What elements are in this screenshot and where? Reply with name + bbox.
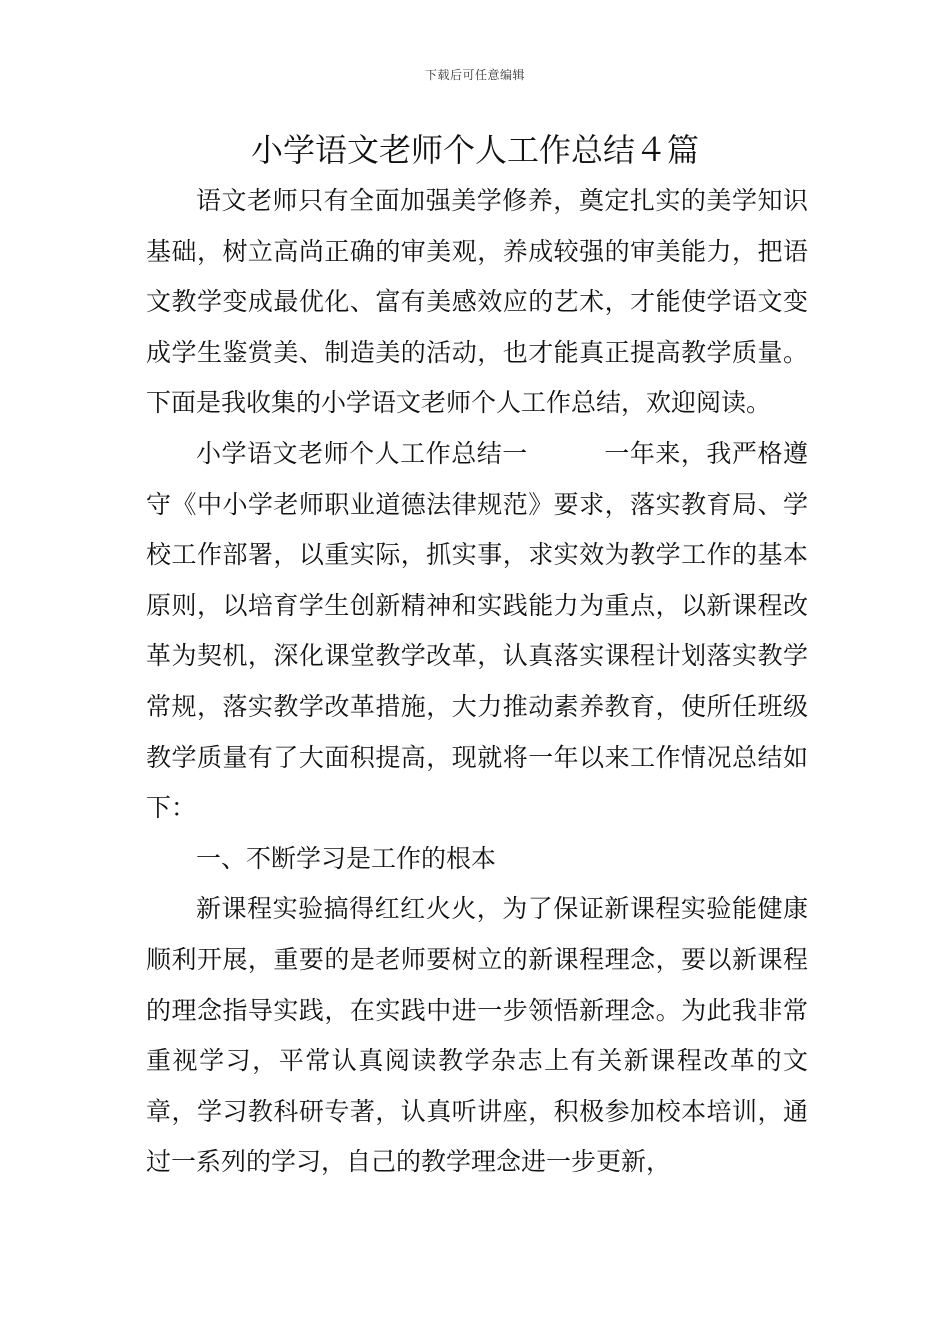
learning-paragraph: 新课程实验搞得红红火火，为了保证新课程实验能健康顺利开展，重要的是老师要树立的新课程理念，要以新课程的理念指导实践，在实践中进一步领悟新理念。为此我非常重视学习，平常认真阅读教学杂志上有关新课程改革的文章，学习教科研专著，认真听讲座，积极参加校本培训，通过一系列的学习，自己的教学理念进一步更新， [146,894,808,1177]
section-one-paragraph [146,429,808,834]
document-body [146,176,808,1188]
section-one-spacer [528,439,605,468]
section-one-title: 小学语文老师个人工作总结一 [196,438,528,468]
section-one-text: 一年来，我严格遵守《中小学老师职业道德法律规范》要求，落实教育局、学校工作部署，以重实际，抓实事，求实效为教学工作的基本原则，以培育学生创新精神和实践能力为重点，以新课程改革为契机，深化课堂教学改革，认真落实课程计划落实教学常规，落实教学改革措施，大力推动素养教育，使所任班级教学质量有了大面积提高，现就将一年以来工作情况总结如下： [146,438,808,823]
header-note: 下载后可任意编辑 [424,68,525,82]
intro-paragraph: 语文老师只有全面加强美学修养，奠定扎实的美学知识基础，树立高尚正确的审美观，养成较强的审美能力，把语文教学变成最优化、富有美感效应的艺术，才能使学语文变成学生鉴赏美、制造美的活动，也才能真正提高教学质量。下面是我收集的小学语文老师个人工作总结，欢迎阅读。 [146,186,808,418]
heading-learning: 一、不断学习是工作的根本 [196,843,497,873]
document-title: 小学语文老师个人工作总结４篇 [250,131,699,169]
